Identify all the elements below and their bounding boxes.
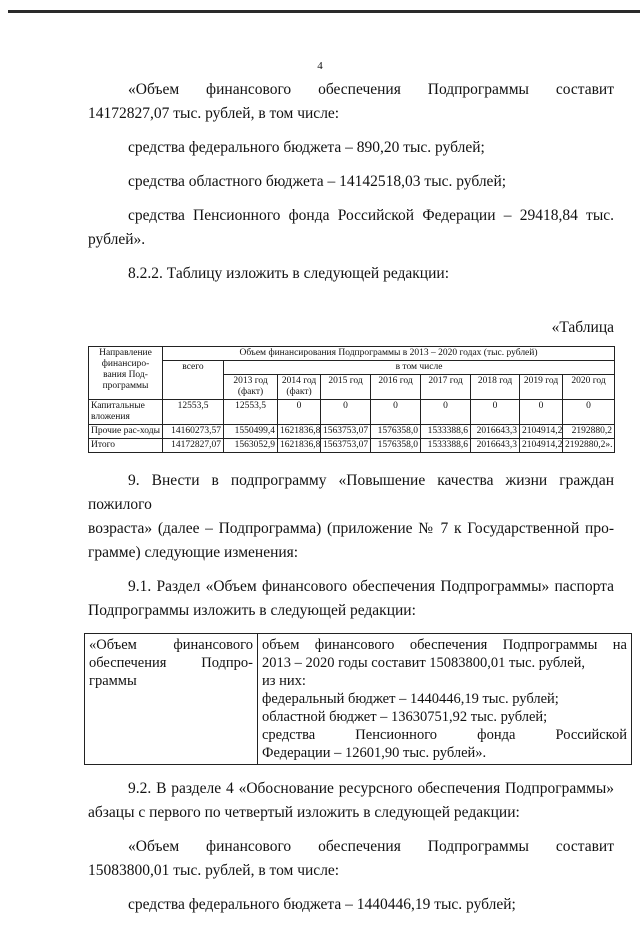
financing-table [88, 346, 615, 453]
header-total: всего [163, 361, 224, 400]
table-cell: 0 [371, 400, 421, 425]
row-label: Прочие рас-ходы [89, 425, 163, 439]
paragraph-table-instruction: 8.2.2. Таблицу изложить в следующей редакции: [128, 265, 449, 282]
header-year: 2019 год [520, 375, 563, 400]
table-caption: «Таблица [551, 319, 614, 336]
header-main: Объем финансирования Подпрограммы в 2013 – 2020 годах (тыс. рублей) [163, 347, 615, 361]
table-header-row [89, 347, 615, 361]
table-cell: 1533388,6 [421, 425, 471, 439]
header-year: 2015 год [321, 375, 371, 400]
table-cell: 1621836,8 [278, 439, 321, 453]
row-label: Итого [89, 439, 163, 453]
paragraph-federal-budget: средства федерального бюджета – 890,20 тыс. рублей; [128, 139, 485, 156]
row-label: Капитальные вложения [89, 400, 163, 425]
table-row [89, 439, 615, 453]
table-cell: 12553,5 [163, 400, 224, 425]
paragraph-section4: 9.2. В разделе 4 «Обоснование ресурсного обеспечения Подпрограммы» абзацы с первого по четвертый изложить в следующей редакции: [88, 780, 614, 821]
table-cell: 2104914,2 [520, 439, 563, 453]
table-cell: 1576358,0 [371, 439, 421, 453]
header-including: в том числе [224, 361, 615, 375]
header-year: 2018 год [471, 375, 520, 400]
table-cell: 2016643,3 [471, 425, 520, 439]
table-cell: 0 [321, 400, 371, 425]
paragraph-pension-fund: средства Пенсионного фонда Российской Федерации – 29418,84 тыс. рублей». [88, 207, 614, 248]
passport-box [84, 633, 632, 765]
table-cell: 2016643,3 [471, 439, 520, 453]
table-cell: 14172827,07 [163, 439, 224, 453]
table-subheader-row [89, 361, 615, 375]
table-cell: 0 [471, 400, 520, 425]
table-cell: 1563052,9 [224, 439, 278, 453]
table-cell: 2104914,2 [520, 425, 563, 439]
paragraph-new-federal-budget: средства федерального бюджета – 1440446,19 тыс. рублей; [128, 896, 516, 913]
paragraph-subprogram-volume: «Объем финансового обеспечения Подпрограммы составит 14172827,07 тыс. рублей, в том числе: [88, 81, 614, 122]
header-year: 2016 год [371, 375, 421, 400]
header-year: 2013 год (факт) [224, 375, 278, 400]
paragraph-passport-section: 9.1. Раздел «Объем финансового обеспечения Подпрограммы» паспорта Подпрограммы изложить в следующей редакции: [88, 578, 614, 619]
passport-left-cell: «Объем финансового обеспечения Подпро- граммы [85, 634, 258, 765]
passport-right-cell: объем финансового обеспечения Подпрограммы на 2013 – 2020 годы составит 15083800,01 тыс. рублей, из них: федеральный бюджет – 1440446,19 тыс. рублей; областной бюджет – 13630751,92 тыс. рублей; средства Пенсионного фонда Российской Федерации – 12601,90 тыс. рублей». [258, 634, 632, 765]
table-cell: 1563753,07 [321, 439, 371, 453]
table-cell: 0 [520, 400, 563, 425]
table-cell: 2192880,2». [563, 439, 615, 453]
header-year: 2017 год [421, 375, 471, 400]
paragraph-amend-subprogram: 9. Внести в подпрограмму «Повышение качества жизни граждан пожилого возраста» (далее – Подпрограмма) (приложение № 7 к Государственной про- грамме) следующие изменения: [88, 472, 614, 561]
paragraph-regional-budget: средства областного бюджета – 14142518,03 тыс. рублей; [128, 173, 507, 190]
table-cell: 1550499,4 [224, 425, 278, 439]
header-direction: Направление финансиро-вания Под-программы [89, 347, 163, 400]
header-year: 2014 год (факт) [278, 375, 321, 400]
table-row [89, 400, 615, 425]
table-cell: 0 [278, 400, 321, 425]
table-cell: 1621836,8 [278, 425, 321, 439]
table-cell: 12553,5 [224, 400, 278, 425]
table-cell: 1563753,07 [321, 425, 371, 439]
document-body [88, 78, 627, 927]
table-cell: 0 [563, 400, 615, 425]
page-number: 4 [317, 60, 323, 72]
table-cell: 1576358,0 [371, 425, 421, 439]
table-cell: 2192880,2 [563, 425, 615, 439]
table-row [89, 425, 615, 439]
top-border-line [8, 10, 640, 13]
table-cell: 1533388,6 [421, 439, 471, 453]
passport-row [85, 634, 632, 765]
paragraph-new-volume: «Объем финансового обеспечения Подпрограммы составит 15083800,01 тыс. рублей, в том числе: [88, 838, 614, 879]
table-cell: 14160273,57 [163, 425, 224, 439]
table-cell: 0 [421, 400, 471, 425]
header-year: 2020 год [563, 375, 615, 400]
